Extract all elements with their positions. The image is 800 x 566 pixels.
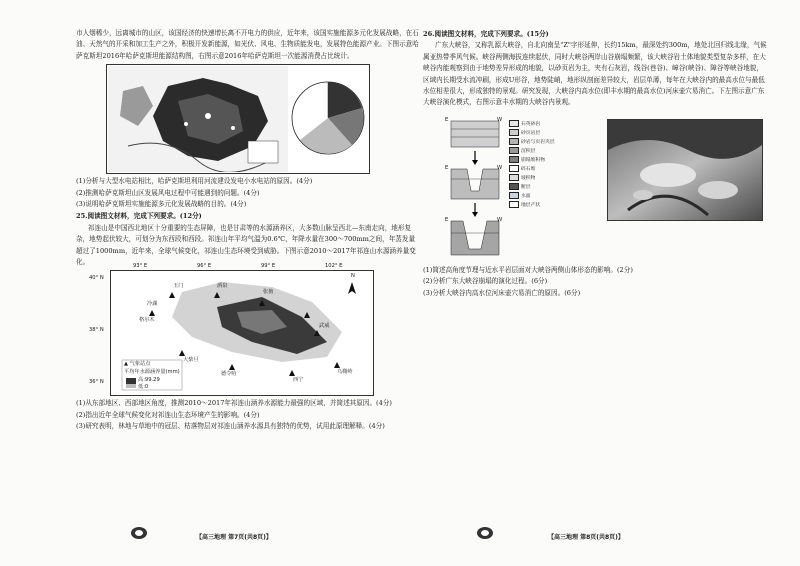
city-label-3: 玉门	[173, 283, 184, 290]
q25-question-3: (3)研究表明，林地与草地中的冠层、枯落物层对祁连山涵养水源具有独特的优势，试用此原理解释。(4分)	[76, 422, 385, 431]
lon-label-3: 99° E	[261, 263, 276, 270]
footer-right: 【高三地理 第8页(共8页)】	[548, 534, 624, 541]
q24-question-2: (2)推测哈萨克斯坦山区发展风电过程中可能遇到的问题。(4分)	[76, 188, 260, 197]
q26-figures	[423, 113, 767, 265]
stage-label-e1: E	[445, 116, 449, 123]
q26-question-1: (1)简述高角度节理与近水平岩层面对大峡谷两侧山体形态的影响。(2分)	[423, 265, 633, 274]
city-label-5: 西宁	[293, 377, 304, 384]
lon-label-2: 96° E	[197, 263, 212, 270]
left-page	[76, 28, 420, 433]
legend-item-8: 断层	[521, 184, 531, 190]
q24-question-1: (1)分析与大型水电站相比，哈萨克斯坦利用河流建设发电小水电站的原因。(4分)	[76, 177, 313, 186]
q25-heading: 25.阅读图文材料，完成下列要求。(12分)	[76, 212, 202, 221]
stage-label-w1: W	[497, 116, 503, 123]
legend-item-7: 坡积物	[521, 175, 536, 181]
city-label-2: 张掖	[263, 289, 274, 296]
q24-question-3: (3)说明哈萨克斯坦实施能源多元化发展战略的目的。(4分)	[76, 200, 247, 209]
qilian-map	[89, 263, 374, 396]
legend-station: ▲ 气象站点	[124, 361, 151, 368]
lat-label-1: 40° N	[89, 275, 104, 282]
stage-label-w3: W	[497, 216, 503, 223]
lon-label-4: 102° E	[325, 263, 343, 270]
legend-item-5: 崩塌堆积物	[521, 157, 545, 163]
publisher-logo-right-icon	[476, 526, 494, 540]
city-label-1: 酒泉	[217, 283, 228, 290]
legend-item-3: 砂岩与页岩夹层	[521, 139, 555, 145]
city-label-9: 冷湖	[147, 301, 158, 308]
q26-heading: 26.阅读图文材料，完成下列要求。(15分)	[423, 30, 549, 38]
publisher-logo-left-icon	[130, 526, 148, 540]
city-label-6: 德令哈	[221, 371, 237, 378]
legend-low: 低:0	[138, 384, 149, 391]
stage-label-e3: E	[445, 216, 449, 223]
legend-item-2: 砂页岩层	[521, 130, 541, 136]
city-label-10: 乌鞘岭	[337, 369, 353, 376]
legend-item-10: 地层产状	[521, 202, 541, 208]
canyon-photo	[607, 119, 763, 221]
q24-figure	[106, 64, 370, 174]
legend-item-6: 碎石堆	[521, 166, 536, 172]
stage-3	[451, 221, 499, 255]
stage-1	[451, 121, 499, 147]
kazakhstan-map	[108, 66, 288, 172]
legend-item-1: 石英砂岩	[521, 121, 541, 127]
city-label-4: 武威	[319, 323, 330, 330]
legend-high: 高:99.29	[138, 377, 160, 384]
stage-label-w2: W	[497, 164, 503, 171]
lat-label-2: 38° N	[89, 327, 104, 334]
legend-item-4: 沉积层	[521, 148, 536, 154]
q24-intro: 市人烟稀少，远离城市的山区，该国经济的快速增长离不开电力的供应，近年来，该国实施能源多元化发展战略，在石油、天然气的开采和加工生产之外，积极开发新能源，如光伏、风电、生物质能发电，发展特色能源产业。下图示意哈萨克斯坦2016年哈萨克斯坦能源结构图，右图示意2016年哈萨克斯坦一次能源消费占比统计。	[76, 29, 419, 60]
stage-label-e2: E	[445, 164, 449, 171]
city-label-7: 大柴旦	[183, 357, 199, 364]
north-label: N	[351, 273, 355, 280]
footer-left: 【高三地理 第7页(共8页)】	[196, 534, 272, 541]
evolution-stages	[443, 113, 503, 263]
q26-text: 广东大峡谷，又称乳源大峡谷，自北向南呈"Z"字形延伸，长约15km，最深处约300m，地处北回归线北缘，气候属亚热带季风气候。峡谷两侧海拔连续起伏，同时大峡谷两岸山谷崩塌频繁，该大峡谷岩土体地貌类型复杂多样，在大峡谷内能观察到由于地势差异形成的地貌，以砂页岩为主，夹有石灰岩，线谷(巷谷)、嶂谷(峡谷)、障谷等峡谷地貌，区域内长期受水流冲刷，形成U形谷，地势陡峭，地形纵剖面差异较大，岩层单薄，每年在大峡谷内的最高水位与最低水位相差很大，形成独特的景观。研究发现，大峡谷内高水位(即丰水期的最高水位)河床壶穴易消亡。下左图示意广东大峡谷演化模式，右图示意丰水期的大峡谷内景观。	[423, 41, 767, 107]
lat-label-3: 36° N	[89, 379, 104, 386]
q25-text: 祁连山是中国西北地区十分重要的生态屏障，也是甘肃等的水源涵养区，大多数山脉呈西北—东南走向，地形复杂，地势起伏较大，可划分为东西段和西段。祁连山年平均气温为0.6℃，年降水量在300～700mm之间，年蒸发量超过了1000mm，近年来，全球气候变化，祁连山生态环境受到威胁。下图示意2010～2017年祁连山水源涵养量变化。	[76, 223, 416, 267]
right-page	[423, 28, 767, 299]
legend-title: 平均年水源涵养量(mm)	[124, 369, 180, 376]
lon-label-1: 93° E	[133, 263, 148, 270]
q25-question-2: (2)指出近年全球气候变化对祁连山生态环境产生的影响。(4分)	[76, 410, 260, 419]
q26-question-2: (2)分析广东大峡谷崩塌的演化过程。(6分)	[423, 277, 548, 286]
q25-question-1: (1)从东部地区、西部地区角度，推测2010～2017年祁连山涵养水源能力最强的区域，并简述其原因。(4分)	[76, 399, 392, 408]
legend-item-9: 水面	[521, 193, 531, 199]
q26-question-3: (3)分析大峡谷内高水位河床壶穴易消亡的原因。(6分)	[423, 288, 581, 297]
energy-pie-chart	[288, 66, 368, 172]
city-label-8: 格尔木	[139, 317, 155, 324]
stage-2	[451, 169, 499, 199]
canyon-evolution-diagram	[443, 113, 601, 263]
